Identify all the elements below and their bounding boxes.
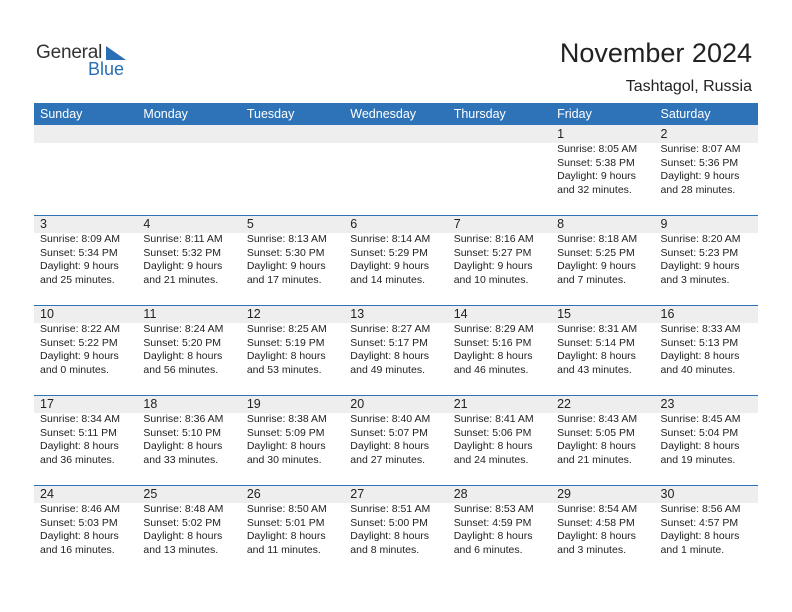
day-sunrise-text: Sunrise: 8:45 AM [660,413,741,425]
day-daylight-text: Daylight: 9 hours [660,260,740,273]
day-daylight-text: Daylight: 8 hours [660,440,740,453]
weekday-header-monday: Monday [143,107,188,121]
day-sunrise-text: Sunrise: 8:05 AM [557,143,638,155]
day-sunrise-text: Sunrise: 8:14 AM [350,233,431,245]
day-daylight-text: Daylight: 8 hours [557,440,636,453]
day-number: 10 [40,307,54,321]
day-sunset-text: Sunset: 5:10 PM [143,426,222,439]
day-sunset-text: Sunset: 5:17 PM [350,336,428,349]
day-number: 18 [143,397,158,411]
day-sunrise-text: Sunrise: 8:53 AM [453,503,534,515]
week-row [34,305,758,395]
day-cell [34,305,137,395]
day-daylight-text: Daylight: 8 hours [350,530,430,543]
day-sunset-text: Sunset: 5:22 PM [40,336,118,349]
day-sunset-text: Sunset: 5:32 PM [143,246,222,259]
day-cell [655,305,758,395]
week-row [34,485,758,575]
day-sunrise-text: Sunrise: 8:48 AM [143,503,224,515]
day-daylight-text: Daylight: 8 hours [350,350,430,363]
day-minutes-text: and 0 minutes. [40,363,109,376]
day-number: 9 [660,217,668,231]
day-daylight-text: Daylight: 8 hours [246,350,326,363]
day-sunrise-text: Sunrise: 8:09 AM [40,233,120,245]
day-minutes-text: and 46 minutes. [453,363,529,376]
day-minutes-text: and 10 minutes. [453,273,529,286]
week-days [34,305,758,395]
day-daylight-text: Daylight: 9 hours [143,260,223,273]
day-number: 11 [143,307,157,321]
day-cell [551,215,654,305]
empty-day-cell [448,125,551,215]
day-daylight-text: Daylight: 8 hours [143,530,223,543]
day-minutes-text: and 28 minutes. [660,183,736,196]
day-minutes-text: and 3 minutes. [557,543,626,556]
day-daylight-text: Daylight: 9 hours [660,170,740,183]
day-sunrise-text: Sunrise: 8:13 AM [246,233,327,245]
day-cell [241,305,344,395]
day-minutes-text: and 27 minutes. [350,453,425,466]
empty-day-cell [344,125,447,215]
day-daylight-text: Daylight: 9 hours [350,260,430,273]
day-sunset-text: Sunset: 5:29 PM [350,246,428,259]
day-sunrise-text: Sunrise: 8:40 AM [350,413,431,425]
day-sunrise-text: Sunrise: 8:27 AM [350,323,431,335]
day-cell [344,305,447,395]
day-minutes-text: and 25 minutes. [40,273,115,286]
week-row [34,395,758,485]
weekday-header-sunday: Sunday [40,107,83,121]
day-sunrise-text: Sunrise: 8:33 AM [660,323,741,335]
day-number: 12 [246,307,261,321]
weekday-header-saturday: Saturday [660,107,711,121]
day-number: 23 [660,397,675,411]
day-sunrise-text: Sunrise: 8:18 AM [557,233,638,245]
day-number: 24 [40,487,54,501]
day-cell [655,395,758,485]
day-sunset-text: Sunset: 5:01 PM [246,516,325,529]
day-minutes-text: and 7 minutes. [557,273,626,286]
day-number: 1 [557,127,565,141]
day-daylight-text: Daylight: 8 hours [350,440,430,453]
day-sunset-text: Sunset: 5:34 PM [40,246,118,259]
day-number: 15 [557,307,572,321]
calendar-grid [34,103,758,575]
day-daylight-text: Daylight: 8 hours [143,350,223,363]
day-sunset-text: Sunset: 5:06 PM [453,426,532,439]
day-sunrise-text: Sunrise: 8:31 AM [557,323,638,335]
day-minutes-text: and 33 minutes. [143,453,219,466]
day-sunset-text: Sunset: 5:36 PM [660,156,739,169]
empty-day-cell [241,125,344,215]
day-sunrise-text: Sunrise: 8:41 AM [453,413,534,425]
day-sunrise-text: Sunrise: 8:20 AM [660,233,741,245]
day-daylight-text: Daylight: 8 hours [557,530,636,543]
day-minutes-text: and 17 minutes. [246,273,322,286]
day-sunset-text: Sunset: 5:27 PM [453,246,532,259]
day-cell [551,305,654,395]
day-daylight-text: Daylight: 8 hours [453,440,533,453]
day-daylight-text: Daylight: 9 hours [557,170,636,183]
weekday-header-wednesday: Wednesday [350,107,417,121]
day-cell [34,485,137,575]
day-sunrise-text: Sunrise: 8:16 AM [453,233,534,245]
day-daylight-text: Daylight: 8 hours [143,440,223,453]
weekday-header-row [34,103,758,125]
day-sunset-text: Sunset: 5:05 PM [557,426,635,439]
day-minutes-text: and 53 minutes. [246,363,322,376]
day-minutes-text: and 24 minutes. [453,453,529,466]
day-minutes-text: and 49 minutes. [350,363,425,376]
page-title: November 2024 [559,38,752,68]
day-minutes-text: and 6 minutes. [453,543,523,556]
day-minutes-text: and 56 minutes. [143,363,219,376]
day-daylight-text: Daylight: 8 hours [557,350,636,363]
day-cell [344,215,447,305]
week-days [34,485,758,575]
day-cell [655,215,758,305]
day-minutes-text: and 13 minutes. [143,543,219,556]
day-cell [448,305,551,395]
day-sunrise-text: Sunrise: 8:46 AM [40,503,120,515]
day-minutes-text: and 8 minutes. [350,543,420,556]
day-number: 20 [350,397,365,411]
day-minutes-text: and 19 minutes. [660,453,736,466]
day-sunset-text: Sunset: 5:13 PM [660,336,739,349]
day-cell [137,305,240,395]
day-sunrise-text: Sunrise: 8:50 AM [246,503,327,515]
day-cell [448,395,551,485]
day-cell [241,485,344,575]
day-daylight-text: Daylight: 8 hours [453,530,533,543]
day-sunrise-text: Sunrise: 8:25 AM [246,323,327,335]
day-daylight-text: Daylight: 9 hours [40,350,119,363]
day-sunrise-text: Sunrise: 8:43 AM [557,413,638,425]
empty-day-cell [137,125,240,215]
day-sunset-text: Sunset: 5:20 PM [143,336,222,349]
day-minutes-text: and 32 minutes. [557,183,632,196]
day-daylight-text: Daylight: 8 hours [246,530,326,543]
day-sunset-text: Sunset: 4:57 PM [660,516,739,529]
weeks-container [34,125,758,575]
day-cell [137,215,240,305]
day-sunrise-text: Sunrise: 8:22 AM [40,323,120,335]
day-sunrise-text: Sunrise: 8:34 AM [40,413,120,425]
day-daylight-text: Daylight: 9 hours [557,260,636,273]
day-daylight-text: Daylight: 8 hours [246,440,326,453]
day-minutes-text: and 30 minutes. [246,453,322,466]
day-minutes-text: and 3 minutes. [660,273,730,286]
location-subtitle: Tashtagol, Russia [625,78,752,95]
day-number: 13 [350,307,365,321]
day-cell [448,215,551,305]
day-cell [551,485,654,575]
weekday-header-thursday: Thursday [453,107,506,121]
day-cell [551,125,654,215]
week-days [34,395,758,485]
day-cell [551,395,654,485]
day-number: 19 [246,397,261,411]
weekday-header-friday: Friday [557,107,592,121]
day-sunset-text: Sunset: 5:30 PM [246,246,325,259]
day-number: 2 [660,127,668,141]
day-sunset-text: Sunset: 5:07 PM [350,426,428,439]
day-cell [241,395,344,485]
logo-text-general: General [36,42,103,63]
day-cell [34,395,137,485]
empty-day-cell [34,125,137,215]
day-number: 28 [453,487,468,501]
day-daylight-text: Daylight: 9 hours [40,260,119,273]
day-cell [137,395,240,485]
day-number: 30 [660,487,675,501]
day-minutes-text: and 40 minutes. [660,363,736,376]
day-number: 25 [143,487,158,501]
day-minutes-text: and 43 minutes. [557,363,632,376]
week-days [34,215,758,305]
day-number: 27 [350,487,365,501]
day-number: 22 [557,397,572,411]
day-sunrise-text: Sunrise: 8:24 AM [143,323,224,335]
day-minutes-text: and 14 minutes. [350,273,425,286]
day-cell [344,395,447,485]
day-cell [655,125,758,215]
day-sunset-text: Sunset: 5:02 PM [143,516,222,529]
day-number: 17 [40,397,54,411]
day-sunset-text: Sunset: 5:14 PM [557,336,635,349]
day-minutes-text: and 21 minutes. [143,273,219,286]
day-sunset-text: Sunset: 5:23 PM [660,246,739,259]
day-number: 8 [557,217,565,231]
day-cell [344,485,447,575]
day-cell [137,485,240,575]
week-row [34,125,758,215]
day-daylight-text: Daylight: 9 hours [246,260,326,273]
day-daylight-text: Daylight: 8 hours [453,350,533,363]
weekday-header-tuesday: Tuesday [246,107,295,121]
day-sunset-text: Sunset: 5:38 PM [557,156,635,169]
day-number: 3 [40,217,47,231]
day-number: 26 [246,487,261,501]
week-days [34,125,758,215]
day-sunrise-text: Sunrise: 8:38 AM [246,413,327,425]
week-row [34,215,758,305]
day-cell [34,215,137,305]
day-daylight-text: Daylight: 9 hours [453,260,533,273]
day-number: 5 [246,217,254,231]
day-daylight-text: Daylight: 8 hours [660,530,740,543]
day-cell [241,215,344,305]
day-minutes-text: and 16 minutes. [40,543,115,556]
day-sunset-text: Sunset: 5:04 PM [660,426,739,439]
day-minutes-text: and 1 minute. [660,543,725,556]
day-minutes-text: and 36 minutes. [40,453,115,466]
day-number: 29 [557,487,572,501]
day-daylight-text: Daylight: 8 hours [40,440,119,453]
day-minutes-text: and 21 minutes. [557,453,632,466]
day-sunrise-text: Sunrise: 8:36 AM [143,413,224,425]
day-sunset-text: Sunset: 5:09 PM [246,426,325,439]
day-sunrise-text: Sunrise: 8:11 AM [143,233,223,245]
day-sunrise-text: Sunrise: 8:29 AM [453,323,534,335]
day-sunset-text: Sunset: 5:16 PM [453,336,532,349]
day-daylight-text: Daylight: 8 hours [660,350,740,363]
logo [36,42,136,82]
day-sunset-text: Sunset: 5:11 PM [40,426,117,439]
day-number: 14 [453,307,468,321]
day-number: 21 [453,397,468,411]
day-sunrise-text: Sunrise: 8:51 AM [350,503,431,515]
day-sunset-text: Sunset: 5:03 PM [40,516,118,529]
day-number: 7 [453,217,461,231]
day-sunrise-text: Sunrise: 8:54 AM [557,503,638,515]
day-number: 6 [350,217,358,231]
day-minutes-text: and 11 minutes. [246,543,321,556]
day-cell [448,485,551,575]
day-number: 16 [660,307,675,321]
day-sunrise-text: Sunrise: 8:07 AM [660,143,741,155]
logo-text-blue: Blue [88,59,125,79]
day-cell [655,485,758,575]
day-daylight-text: Daylight: 8 hours [40,530,119,543]
day-sunset-text: Sunset: 5:19 PM [246,336,325,349]
day-sunset-text: Sunset: 4:59 PM [453,516,532,529]
day-sunset-text: Sunset: 5:25 PM [557,246,635,259]
day-number: 4 [143,217,151,231]
day-sunset-text: Sunset: 5:00 PM [350,516,428,529]
day-sunset-text: Sunset: 4:58 PM [557,516,635,529]
day-sunrise-text: Sunrise: 8:56 AM [660,503,741,515]
